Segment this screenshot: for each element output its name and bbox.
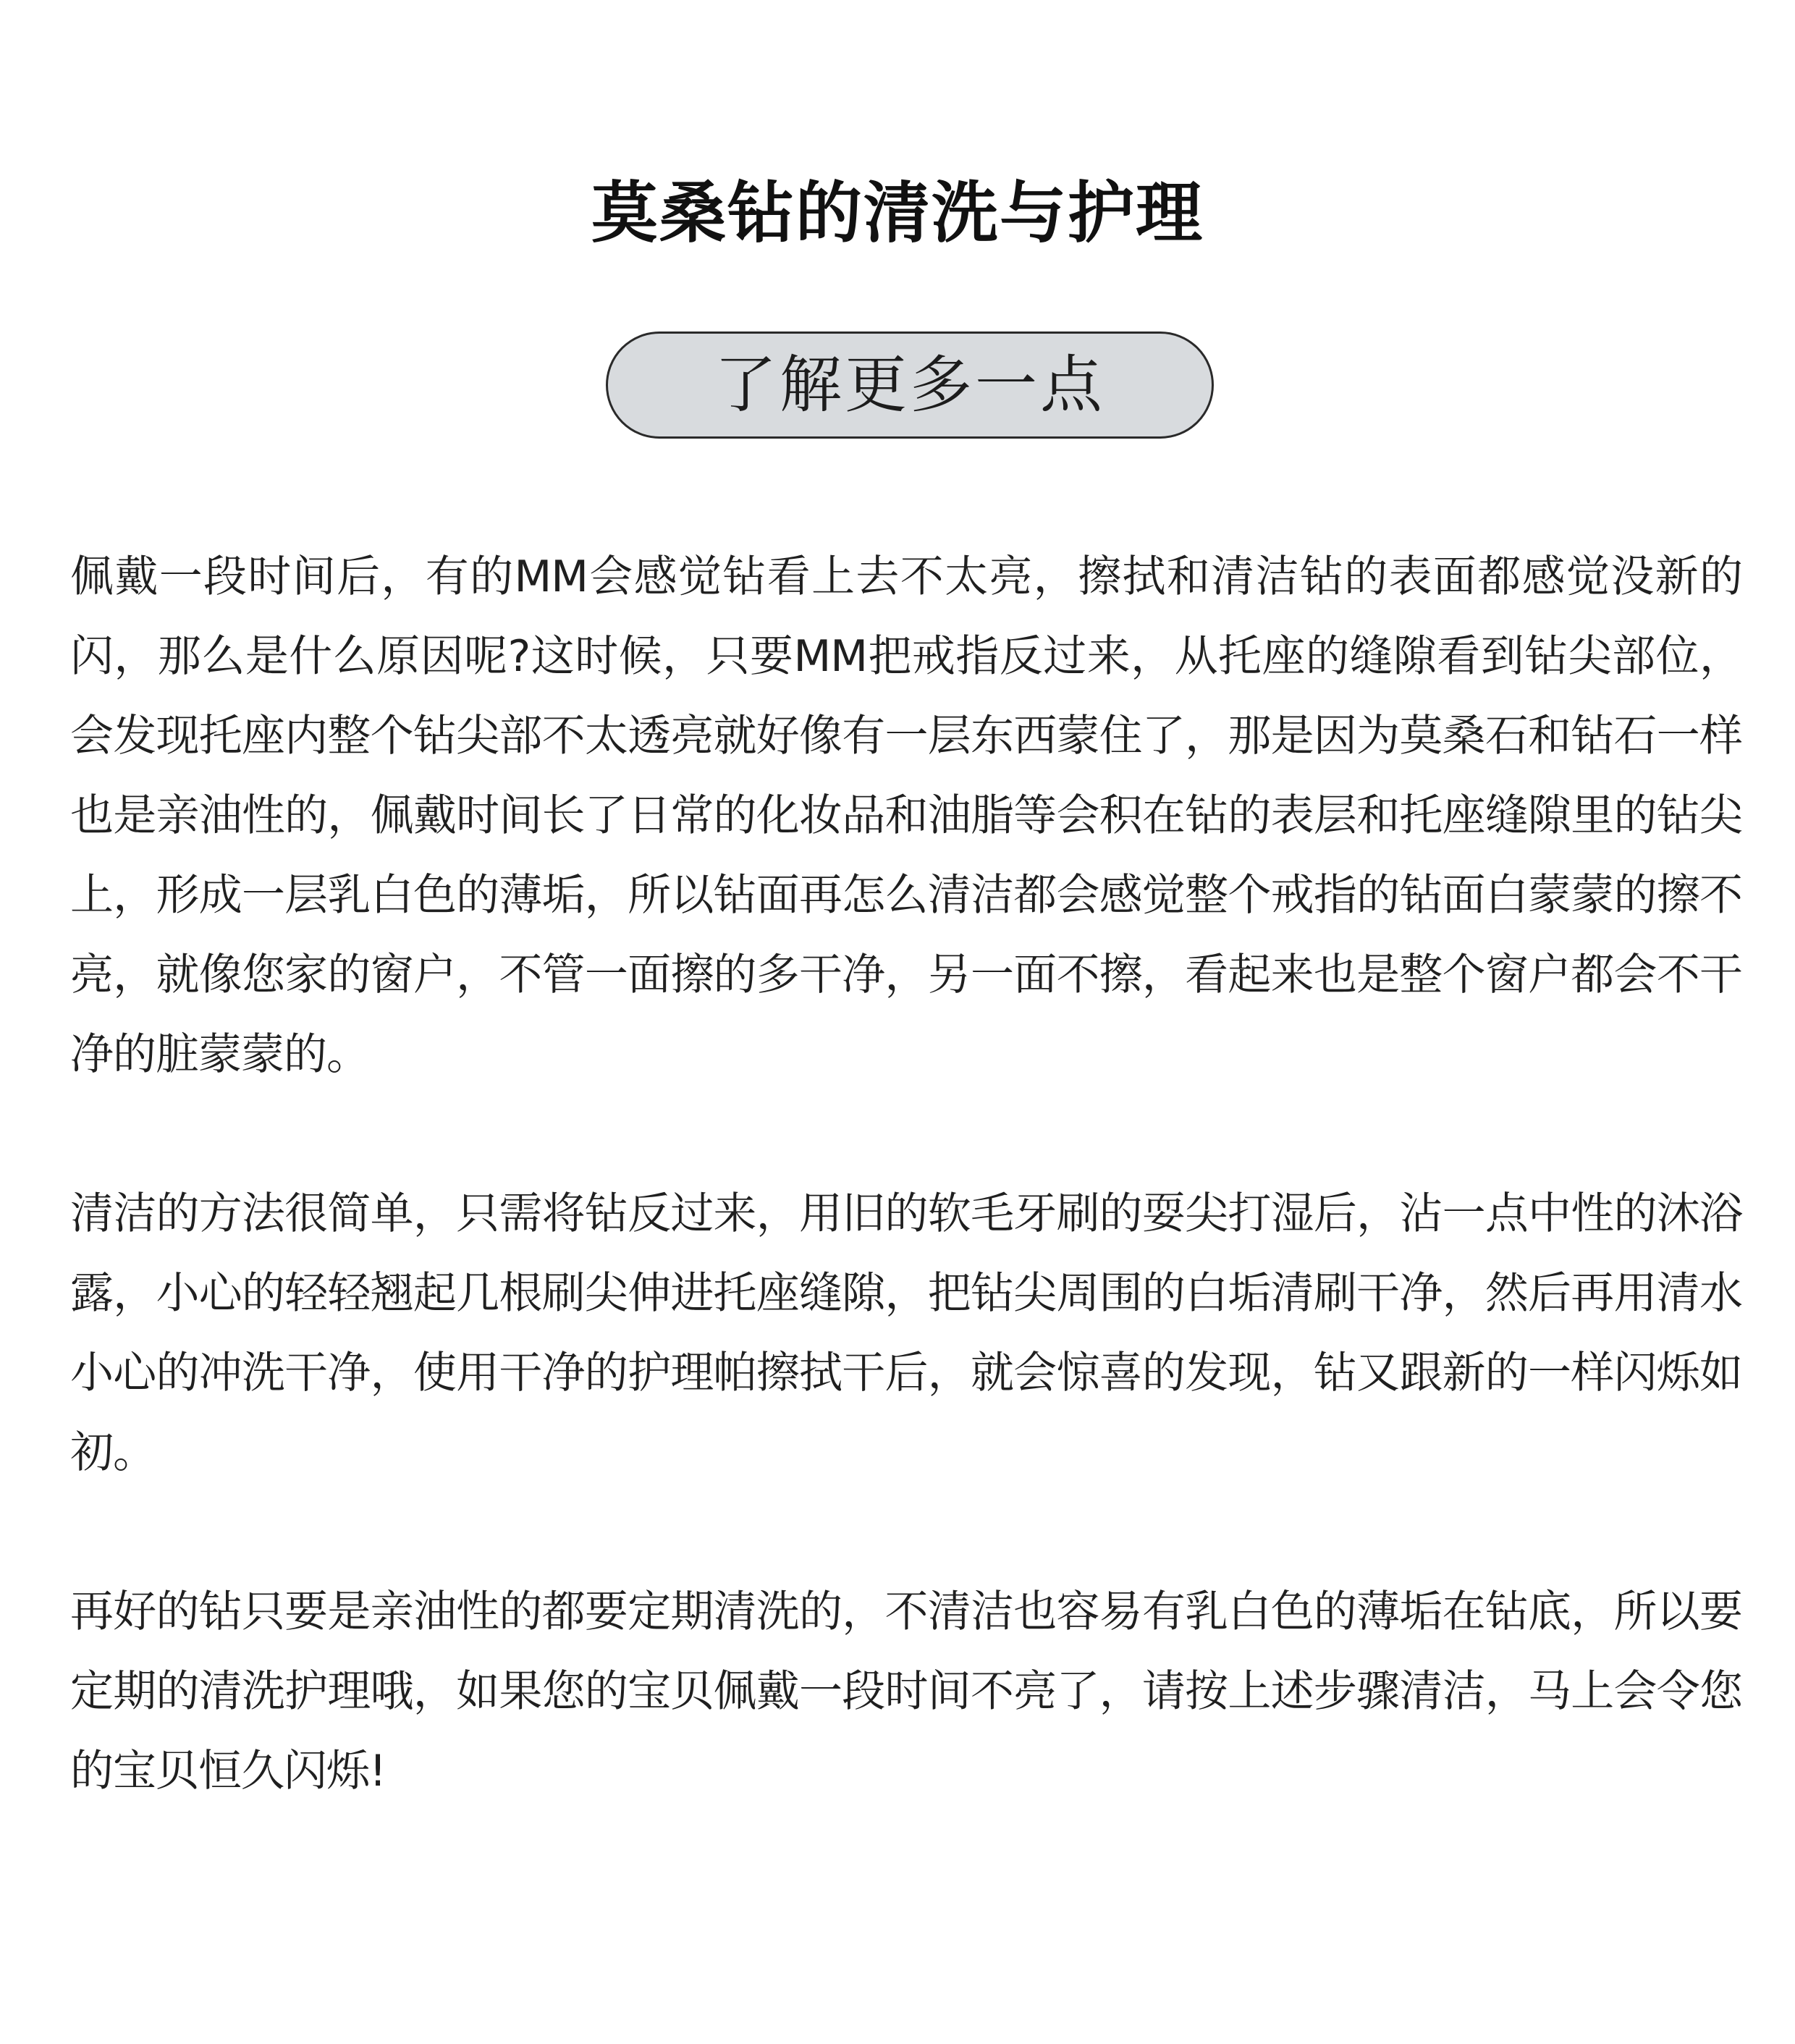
page-title: 莫桑钻的清洗与护理 bbox=[591, 174, 1204, 252]
paragraph-cause: 佩戴一段时间后，有的MM会感觉钻看上去不太亮，擦拭和清洁钻的表面都感觉没新的闪，那么是什么原因呢?这时候，只要MM把戒指反过来，从托座的缝隙看到钻尖部位，会发现托座内整个钻尖部不太透亮就好像有一层东西蒙住了，那是因为莫桑石和钻石一样也是亲油性的，佩戴时间长了日常的化妆品和油脂等会积在钻的表层和托座缝隙里的钻尖上，形成一层乳白色的薄垢，所以钻面再怎么清洁都会感觉整个戒指的钻面白蒙蒙的擦不亮，就像您家的窗户，不管一面擦的多干净，另一面不擦，看起来也是整个窗户都会不干净的脏蒙蒙的。 bbox=[70, 552, 1742, 1080]
paragraph-regular-care: 再好的钻只要是亲油性的都要定期清洗的，不清洁也容易有乳白色的薄垢在钻底，所以要定期的清洗护理哦，如果您的宝贝佩戴一段时间不亮了，请按上述步骤清洁，马上会令您的宝贝恒久闪烁! bbox=[70, 1587, 1742, 1796]
learn-more-button[interactable]: 了解更多一点 bbox=[606, 331, 1214, 439]
article-body bbox=[70, 537, 1742, 1891]
paragraph-cleaning-method: 清洁的方法很简单，只需将钻反过来，用旧的软毛牙刷的耍尖打湿后，沾一点中性的沐浴露，小心的轻轻翘起几根刷尖伸进托座缝隙，把钻尖周围的白垢清刷干净，然后再用清水小心的冲洗干净，使用干净的护理帕擦拭干后，就会惊喜的发现，钻又跟新的一样闪烁如初。 bbox=[70, 1188, 1742, 1478]
